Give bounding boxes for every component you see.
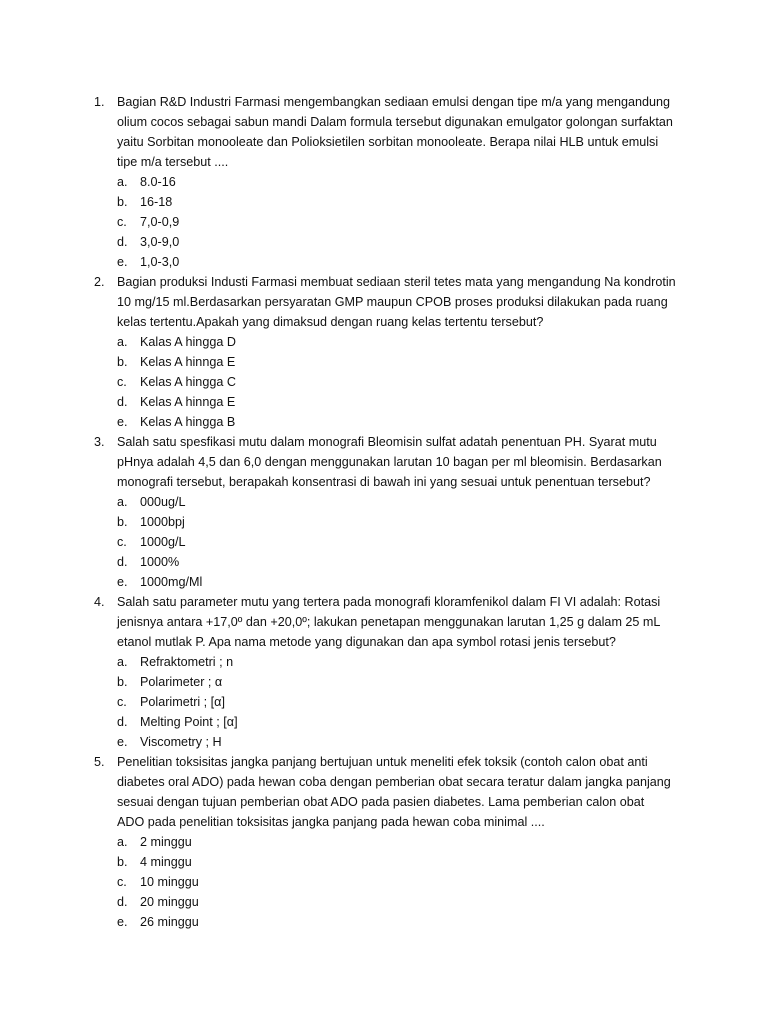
option-letter: d.	[117, 395, 128, 409]
option-d	[0, 552, 768, 572]
option-list	[0, 652, 768, 752]
option-text: Polarimeter ; α	[140, 675, 223, 689]
option-e	[0, 252, 768, 272]
option-d	[0, 392, 768, 412]
question-number: 4.	[94, 595, 105, 609]
option-c	[0, 692, 768, 712]
question-line: etanol mutlak P. Apa nama metode yang digunakan dan apa symbol rotasi jenis tersebut?	[117, 635, 616, 649]
option-d	[0, 892, 768, 912]
question-number: 5.	[94, 755, 105, 769]
option-b	[0, 672, 768, 692]
question-line: Bagian R&D Industri Farmasi mengembangkan sediaan emulsi dengan tipe m/a yang mengandung	[117, 95, 671, 109]
question-line: jenisnya antara +17,0º dan +20,0º; lakukan penetapan menggunakan larutan 1,25 g dalam 25 mL	[117, 615, 661, 629]
question-line: monografi tersebut, berapakah konsentrasi di bawah ini yang sesuai untuk penentuan tersebut?	[117, 475, 651, 489]
option-list	[0, 492, 768, 592]
option-list	[0, 172, 768, 272]
option-c	[0, 212, 768, 232]
question-line: pHnya adalah 4,5 dan 6,0 dengan menggunakan larutan 10 bagan per ml bleomisin. Berdasarkan	[117, 455, 662, 469]
question-line: Salah satu spesfikasi mutu dalam monografi Bleomisin sulfat adatah penentuan PH. Syarat mutu	[117, 435, 657, 449]
option-text: Kalas A hingga D	[140, 335, 236, 349]
option-text: 000ug/L	[140, 495, 186, 509]
question-line: diabetes oral ADO) pada hewan coba dengan pemberian obat secara teratur dalam jangka panjang	[117, 775, 671, 789]
option-d	[0, 712, 768, 732]
option-text: 16-18	[140, 195, 173, 209]
option-text: 2 minggu	[140, 835, 192, 849]
question-text	[117, 92, 677, 172]
question-2	[0, 272, 768, 432]
question-4	[0, 592, 768, 752]
question-text	[117, 592, 677, 652]
option-text: Melting Point ; [α]	[140, 715, 238, 729]
question-1	[0, 92, 768, 272]
option-c	[0, 532, 768, 552]
option-letter: d.	[117, 895, 128, 909]
question-line: ADO pada penelitian toksisitas jangka panjang pada hewan coba minimal ....	[117, 815, 545, 829]
question-line: kelas tertentu.Apakah yang dimaksud dengan ruang kelas tertentu tersebut?	[117, 315, 544, 329]
option-letter: c.	[117, 375, 127, 389]
option-list	[0, 832, 768, 932]
question-text	[117, 272, 677, 332]
option-a	[0, 652, 768, 672]
option-letter: e.	[117, 735, 128, 749]
question-5	[0, 752, 768, 932]
option-letter: b.	[117, 195, 128, 209]
question-line: Penelitian toksisitas jangka panjang bertujuan untuk meneliti efek toksik (contoh calon obat anti	[117, 755, 648, 769]
question-line: tipe m/a tersebut ....	[117, 155, 229, 169]
question-3	[0, 432, 768, 592]
option-letter: c.	[117, 535, 127, 549]
option-text: 8.0-16	[140, 175, 176, 189]
option-letter: c.	[117, 215, 127, 229]
option-text: Polarimetri ; [α]	[140, 695, 225, 709]
question-line: yaitu Sorbitan monooleate dan Polioksietilen sorbitan monooleate. Berapa nilai HLB untuk emulsi	[117, 135, 659, 149]
option-text: 20 minggu	[140, 895, 199, 909]
option-e	[0, 412, 768, 432]
option-letter: e.	[117, 415, 128, 429]
option-e	[0, 912, 768, 932]
option-text: 4 minggu	[140, 855, 192, 869]
option-c	[0, 872, 768, 892]
option-letter: d.	[117, 715, 128, 729]
option-text: Viscometry ; H	[140, 735, 222, 749]
option-letter: a.	[117, 175, 128, 189]
option-letter: d.	[117, 235, 128, 249]
question-line: Bagian produksi Industi Farmasi membuat sediaan steril tetes mata yang mengandung Na kondrotin	[117, 275, 676, 289]
option-text: Kelas A hingga C	[140, 375, 236, 389]
option-letter: c.	[117, 875, 127, 889]
option-a	[0, 332, 768, 352]
option-text: 10 minggu	[140, 875, 199, 889]
option-d	[0, 232, 768, 252]
option-list	[0, 332, 768, 432]
option-text: Refraktometri ; n	[140, 655, 234, 669]
question-number: 3.	[94, 435, 105, 449]
option-text: Kelas A hinnga E	[140, 355, 236, 369]
question-text	[117, 432, 677, 492]
option-letter: b.	[117, 855, 128, 869]
option-c	[0, 372, 768, 392]
question-line: Salah satu parameter mutu yang tertera pada monografi kloramfenikol dalam FI VI adalah: Rotasi	[117, 595, 661, 609]
option-b	[0, 512, 768, 532]
option-b	[0, 192, 768, 212]
option-letter: e.	[117, 575, 128, 589]
question-line: 10 mg/15 ml.Berdasarkan persyaratan GMP maupun CPOB proses produksi dilakukan pada ruang	[117, 295, 668, 309]
option-letter: b.	[117, 355, 128, 369]
option-a	[0, 492, 768, 512]
option-text: 1,0-3,0	[140, 255, 180, 269]
question-text	[117, 752, 677, 832]
option-letter: a.	[117, 495, 128, 509]
option-letter: a.	[117, 335, 128, 349]
option-letter: e.	[117, 915, 128, 929]
option-text: 1000%	[140, 555, 180, 569]
question-line: sesuai dengan tujuan pemberian obat ADO pada pasien diabetes. Lama pemberian calon obat	[117, 795, 645, 809]
option-b	[0, 852, 768, 872]
option-letter: d.	[117, 555, 128, 569]
option-letter: a.	[117, 655, 128, 669]
question-line: olium cocos sebagai sabun mandi Dalam formula tersebut digunakan emulgator golongan surfaktan	[117, 115, 673, 129]
option-letter: c.	[117, 695, 127, 709]
option-e	[0, 572, 768, 592]
option-text: 1000bpj	[140, 515, 185, 529]
option-letter: a.	[117, 835, 128, 849]
option-b	[0, 352, 768, 372]
question-list	[0, 92, 768, 932]
option-text: Kelas A hingga B	[140, 415, 236, 429]
option-text: 7,0-0,9	[140, 215, 180, 229]
option-text: 3,0-9,0	[140, 235, 180, 249]
option-a	[0, 172, 768, 192]
option-letter: b.	[117, 515, 128, 529]
option-letter: e.	[117, 255, 128, 269]
question-number: 1.	[94, 95, 105, 109]
option-e	[0, 732, 768, 752]
option-text: Kelas A hinnga E	[140, 395, 236, 409]
option-a	[0, 832, 768, 852]
option-text: 1000mg/Ml	[140, 575, 203, 589]
question-number: 2.	[94, 275, 105, 289]
option-text: 1000g/L	[140, 535, 186, 549]
option-letter: b.	[117, 675, 128, 689]
option-text: 26 minggu	[140, 915, 199, 929]
